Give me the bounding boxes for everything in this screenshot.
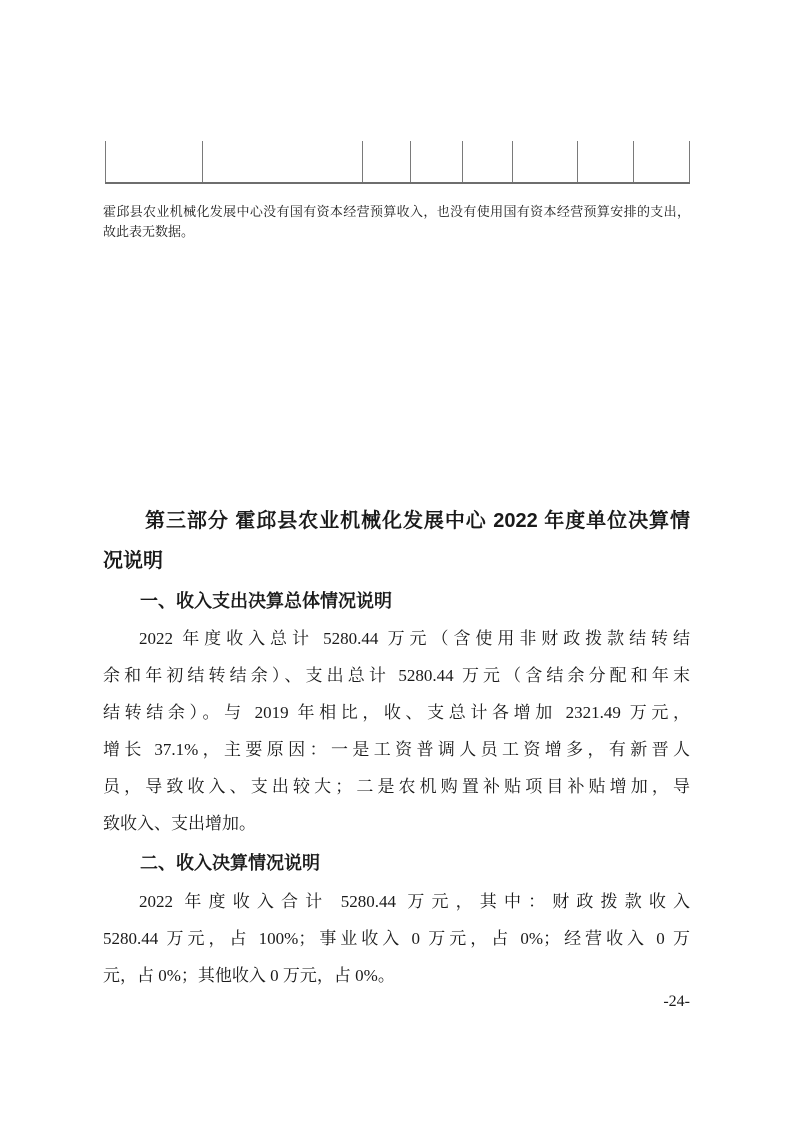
table-cell <box>512 141 577 182</box>
paragraph-line: 员，导致收入、支出较大；二是农机购置补贴项目补贴增加，导 <box>103 777 690 796</box>
paragraph-line: 致收入、支出增加。 <box>103 814 256 833</box>
table-note-line: 故此表无数据。 <box>103 224 195 239</box>
page-number: -24- <box>663 993 690 1010</box>
section-title-income-detail: 二、收入决算情况说明 <box>140 853 320 873</box>
budget-table-row-fragment <box>105 141 690 184</box>
paragraph-line: 余和年初结转结余）、支出总计 5280.44 万元（含结余分配和年末 <box>103 666 690 685</box>
section-title-income-expense-overview: 一、收入支出决算总体情况说明 <box>140 591 392 611</box>
paragraph-line: 增长 37.1%，主要原因：一是工资普调人员工资增多，有新晋人 <box>103 740 690 759</box>
table-cell <box>105 141 202 182</box>
section-2-paragraph <box>103 883 690 994</box>
part-heading <box>103 501 690 581</box>
table-cell <box>202 141 362 182</box>
paragraph-line: 2022 年度收入合计 5280.44 万元，其中：财政拨款收入 <box>139 892 690 911</box>
paragraph-line: 5280.44 万元，占 100%；事业收入 0 万元，占 0%；经营收入 0 万 <box>103 929 690 948</box>
table-cell <box>410 141 462 182</box>
table-cell <box>577 141 633 182</box>
table-cell <box>633 141 690 182</box>
table-note <box>103 202 690 242</box>
paragraph-line: 元，占 0%；其他收入 0 万元，占 0%。 <box>103 966 395 985</box>
part-heading-line: 第三部分 霍邱县农业机械化发展中心 2022 年度单位决算情 <box>145 510 690 532</box>
paragraph-line: 2022 年度收入总计 5280.44 万元（含使用非财政拨款结转结 <box>139 629 690 648</box>
table-note-line: 霍邱县农业机械化发展中心没有国有资本经营预算收入，也没有使用国有资本经营预算安排的支出， <box>103 204 690 219</box>
part-heading-line: 况说明 <box>103 550 163 572</box>
paragraph-line: 结转结余）。与 2019 年相比，收、支总计各增加 2321.49 万元， <box>103 703 690 722</box>
table-cell <box>462 141 512 182</box>
table-cell <box>362 141 410 182</box>
section-1-paragraph <box>103 620 690 842</box>
